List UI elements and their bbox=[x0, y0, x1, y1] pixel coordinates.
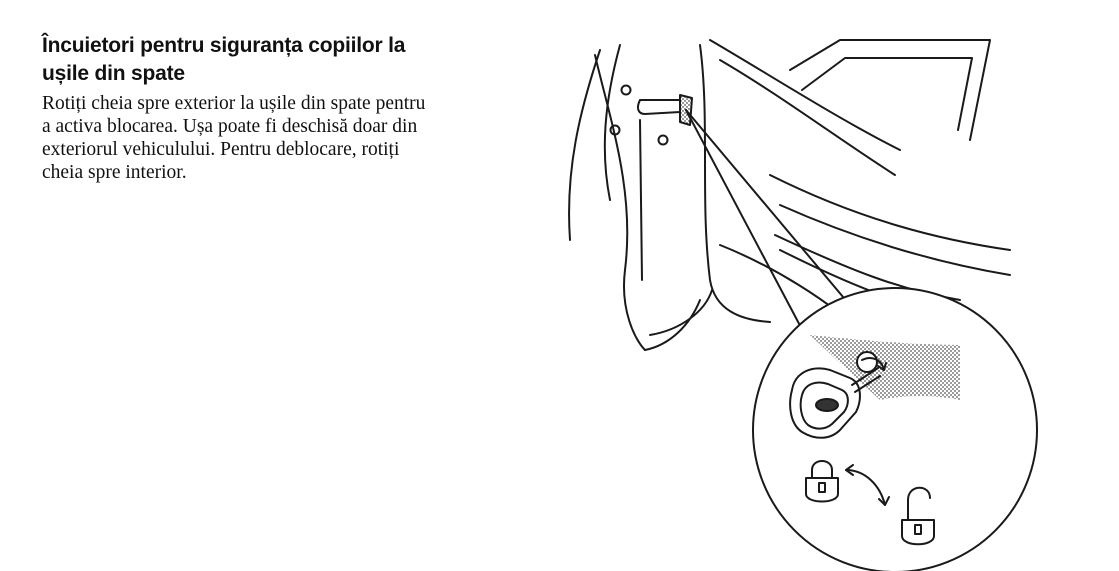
body-line-4: cheia spre interior. bbox=[42, 162, 187, 183]
body-line-3: exteriorul vehiculului. Pentru deblocare, rotiți bbox=[42, 139, 400, 160]
body-line-1: Rotiți cheia spre exterior la ușile din spate pentru bbox=[42, 93, 426, 114]
section-heading bbox=[42, 32, 542, 88]
body-line-2: a activa blocarea. Ușa poate fi deschisă doar din bbox=[42, 116, 418, 137]
rear-door-icon bbox=[595, 45, 770, 350]
child-lock-section bbox=[42, 32, 542, 184]
heading-line-2: ușile din spate bbox=[42, 62, 185, 85]
car-body-lines bbox=[569, 40, 1010, 340]
section-body bbox=[42, 92, 542, 184]
child-lock-illustration bbox=[540, 0, 1119, 571]
magnified-detail bbox=[753, 288, 1037, 571]
heading-line-1: Încuietori pentru siguranța copiilor la bbox=[42, 34, 406, 57]
